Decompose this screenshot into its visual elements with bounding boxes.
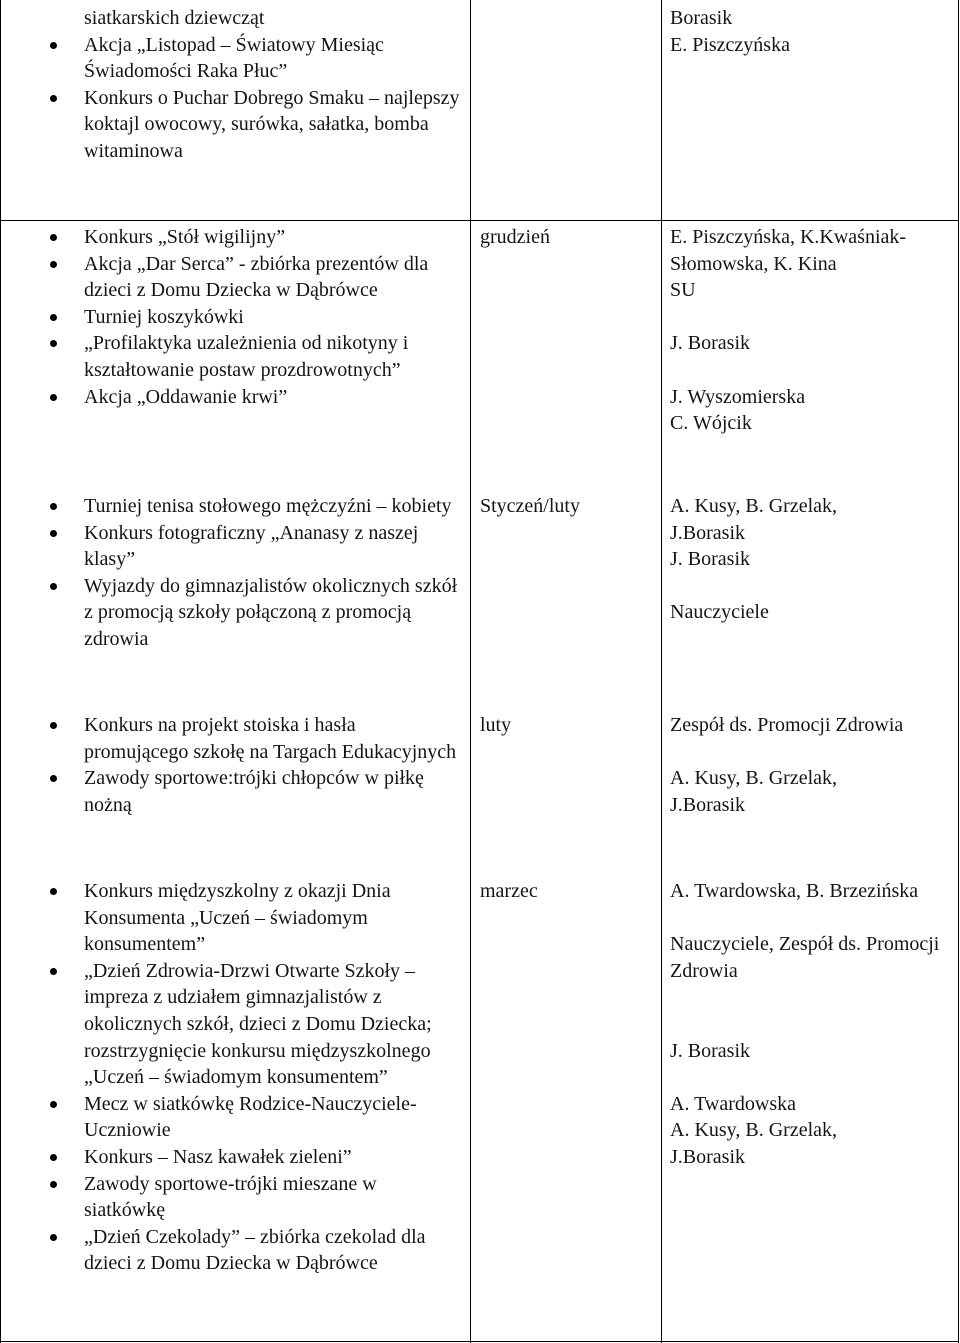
list-item: Mecz w siatkówkę Rodzice-Nauczyciele- Uczniowie — [0, 1091, 460, 1144]
responsible-person: E. Piszczyńska, K.Kwaśniak-Słomowska, K. Kina — [670, 226, 907, 275]
date-cell: Styczeń/luty — [480, 495, 580, 517]
responsible-person: SU — [670, 279, 696, 302]
activity-list — [0, 493, 470, 653]
responsible-person: E. Piszczyńska — [670, 33, 790, 56]
activity-list — [0, 224, 470, 410]
responsible-person: J.Borasik — [670, 793, 745, 816]
activities-cell — [0, 712, 470, 818]
responsible-person: A. Kusy, B. Grzelak, — [670, 767, 838, 790]
responsible-person — [670, 905, 955, 932]
responsible-person — [670, 573, 955, 600]
activity-list — [0, 32, 470, 165]
responsible-person: A. Kusy, B. Grzelak, — [670, 495, 838, 517]
responsible-cell — [670, 224, 955, 437]
table-border-right — [958, 0, 959, 1343]
table-border-col2 — [661, 0, 662, 1343]
date-cell: grudzień — [480, 226, 550, 248]
list-item: Zawody sportowe-trójki mieszane w siatkówkę — [0, 1171, 460, 1224]
responsible-person — [670, 1011, 955, 1038]
activities-cell — [0, 5, 470, 165]
responsible-person: J. Borasik — [670, 548, 750, 571]
responsible-person — [670, 357, 955, 384]
list-item: „Profilaktyka uzależnienia od nikotyny i kształtowanie postaw prozdrowotnych” — [0, 330, 460, 383]
responsible-person: Borasik — [670, 7, 733, 29]
responsible-person: A. Twardowska, B. Brzezińska — [670, 880, 919, 902]
activity-list — [0, 712, 470, 818]
list-item: Konkurs na projekt stoiska i hasła promującego szkołę na Targach Edukacyjnych — [0, 712, 460, 765]
responsible-person: J. Wyszomierska — [670, 385, 806, 408]
activities-cell — [0, 878, 470, 1277]
responsible-person — [670, 739, 955, 766]
table-border-col1 — [470, 0, 471, 1343]
responsible-cell — [670, 5, 955, 58]
table-row-divider — [0, 1341, 959, 1342]
list-item: Akcja „Listopad – Światowy Miesiąc Świadomości Raka Płuc” — [0, 32, 460, 85]
list-item: Konkurs „Stół wigilijny” — [0, 224, 460, 251]
table-row-divider — [0, 220, 959, 221]
list-item: „Dzień Czekolady” – zbiórka czekolad dla dzieci z Domu Dziecka w Dąbrówce — [0, 1224, 460, 1277]
responsible-person: A. Twardowska — [670, 1092, 796, 1115]
responsible-person — [670, 984, 955, 1011]
list-item: Wyjazdy do gimnazjalistów okolicznych szkół z promocją szkoły połączoną z promocją zdrowia — [0, 573, 460, 653]
activity-list — [0, 878, 470, 1277]
responsible-person: J.Borasik — [670, 1145, 745, 1168]
responsible-person: C. Wójcik — [670, 412, 752, 435]
list-item: Akcja „Dar Serca” - zbiórka prezentów dla dzieci z Domu Dziecka w Dąbrówce — [0, 251, 460, 304]
list-item: Konkurs międzyszkolny z okazji Dnia Konsumenta „Uczeń – świadomym konsumentem” — [0, 878, 460, 958]
list-item: Zawody sportowe:trójki chłopców w piłkę nożną — [0, 765, 460, 818]
responsible-person: A. Kusy, B. Grzelak, — [670, 1119, 838, 1142]
activities-cell — [0, 493, 470, 653]
responsible-person: J. Borasik — [670, 1039, 750, 1062]
date-cell: luty — [480, 714, 512, 736]
list-item: „Dzień Zdrowia-Drzwi Otwarte Szkoły – impreza z udziałem gimnazjalistów z okolicznych szkół, dzieci z Domu Dziecka; rozstrzygnięcie konkursu międzyszkolnego „Uczeń – świadomym konsumentem” — [0, 958, 460, 1091]
list-item: Konkurs fotograficzny „Ananasy z naszej klasy” — [0, 520, 460, 573]
list-item: Turniej koszykówki — [0, 304, 460, 331]
responsible-person — [670, 304, 955, 331]
activity-continuation: siatkarskich dziewcząt — [84, 7, 265, 29]
responsible-cell — [670, 493, 955, 626]
responsible-cell — [670, 712, 955, 818]
responsible-person: Nauczyciele, Zespół ds. Promocji Zdrowia — [670, 933, 940, 982]
list-item: Akcja „Oddawanie krwi” — [0, 384, 460, 411]
list-item: Turniej tenisa stołowego mężczyźni – kobiety — [0, 493, 460, 520]
responsible-cell — [670, 878, 955, 1171]
responsible-person: J. Borasik — [670, 332, 750, 355]
responsible-person — [670, 1064, 955, 1091]
responsible-person: Nauczyciele — [670, 601, 769, 624]
date-cell: marzec — [480, 880, 538, 902]
responsible-person: Zespół ds. Promocji Zdrowia — [670, 714, 904, 736]
list-item: Konkurs – Nasz kawałek zieleni” — [0, 1144, 460, 1171]
list-item: Konkurs o Puchar Dobrego Smaku – najlepszy koktajl owocowy, surówka, sałatka, bomba witaminowa — [0, 85, 460, 165]
activities-cell — [0, 224, 470, 410]
responsible-person: J.Borasik — [670, 521, 745, 544]
